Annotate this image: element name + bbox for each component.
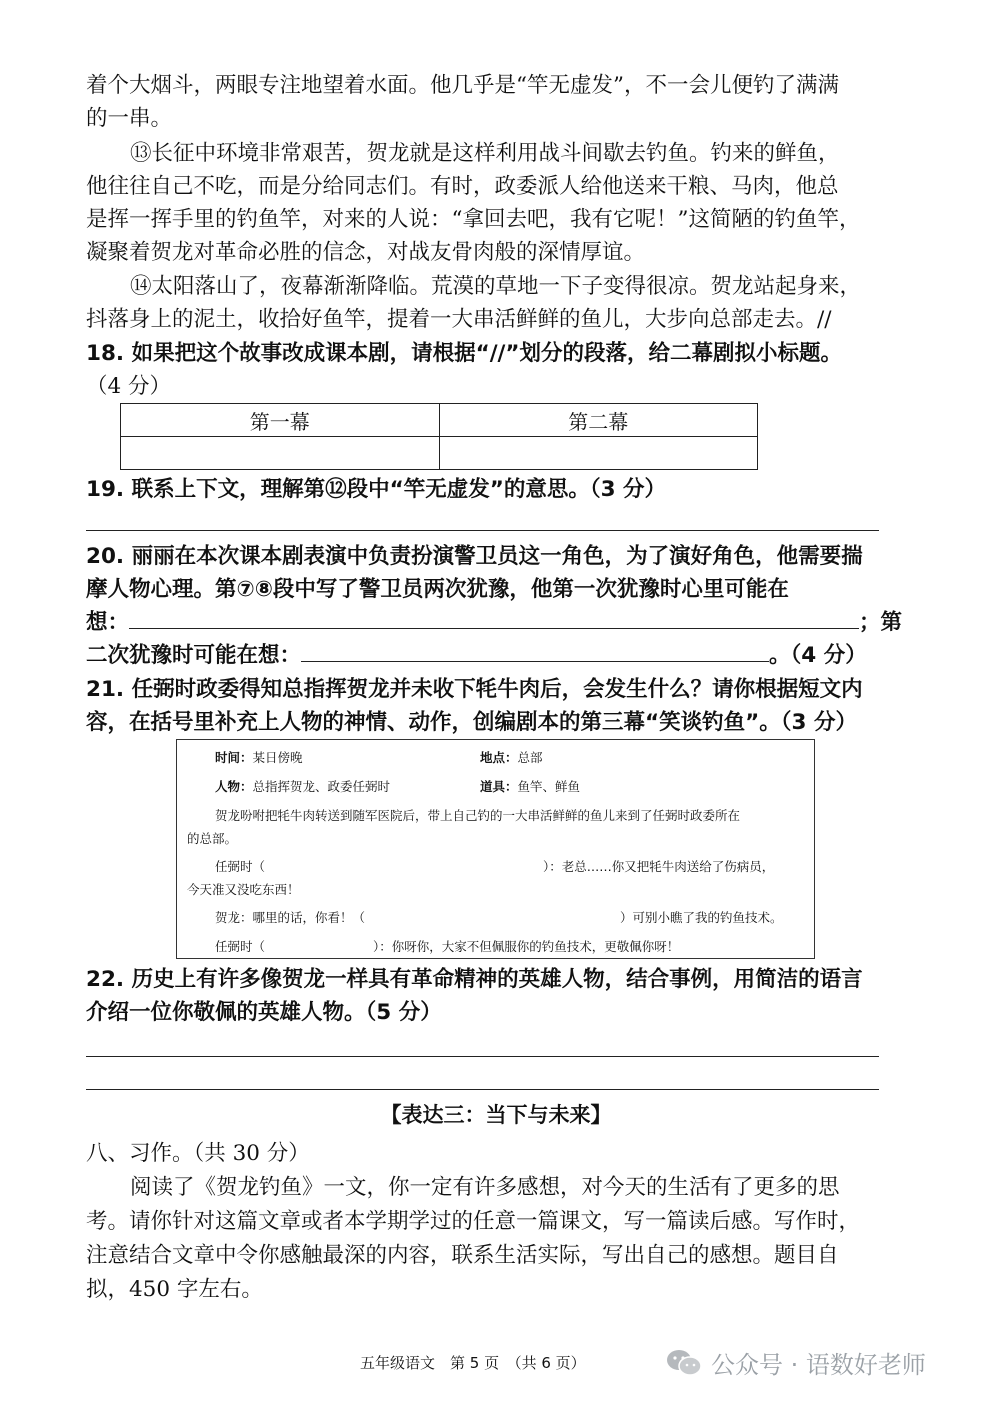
wechat-icon [665, 1348, 703, 1378]
watermark [665, 1345, 926, 1380]
question-21: 21. 任弼时政委得知总指挥贺龙并未收下牦牛肉后，会发生什么？请你根据短文内 [86, 677, 863, 702]
question-19: 19. 联系上下文，理解第⑫段中“竿无虚发”的意思。（3 分） [86, 477, 667, 502]
answer-line-19[interactable] [86, 530, 879, 531]
question-18: 18. 如果把这个故事改成课本剧，请根据“//”划分的段落，给二幕剧拟小标题。 [86, 341, 843, 366]
script-time: 时间：某日傍晚 [215, 750, 303, 765]
passage-line: 是挥一挥手里的钓鱼竿，对来的人说：“拿回去吧，我有它呢！”这简陋的钓鱼竿， [86, 207, 861, 232]
passage-line: ⑬长征中环境非常艰苦，贺龙就是这样利用战斗间歇去钓鱼。钓来的鲜鱼， [130, 141, 840, 166]
question-20: 20. 丽丽在本次课本剧表演中负责扮演警卫员这一角色，为了演好角色，他需要揣 [86, 544, 863, 569]
script-stage-direction: 的总部。 [187, 831, 238, 846]
composition-line: 拟，450 字左右。 [86, 1277, 263, 1302]
script-props: 道具：鱼竿、鲜鱼 [480, 779, 581, 794]
q20-prefix-1: 想： [86, 610, 130, 635]
question-21-line: 容，在括号里补充上人物的神情、动作，创编剧本的第三幕“笑谈钓鱼”。（3 分） [86, 710, 857, 735]
q20-prefix-2: 二次犹豫时可能在想： [86, 643, 302, 668]
section-title: 【表达三：当下与未来】 [380, 1103, 612, 1127]
question-20-line [86, 606, 902, 639]
answer-blank-20b[interactable] [301, 641, 769, 662]
script-ren-line-1-cont: 今天准又没吃东西！ [187, 882, 300, 897]
question-18-score: （4 分） [86, 374, 172, 399]
q20-suffix-1: ；第 [859, 610, 903, 635]
q20-suffix-2: 。（4 分） [769, 643, 867, 668]
question-20-line: 摩人物心理。第⑦⑧段中写了警卫员两次犹豫，他第一次犹豫时心里可能在 [86, 577, 789, 602]
answer-blank-20a[interactable] [129, 608, 859, 629]
passage-line: 的一串。 [86, 106, 173, 131]
act-1-answer-cell[interactable] [121, 437, 440, 470]
question-22: 22. 历史上有许多像贺龙一样具有革命精神的英雄人物，结合事例，用简洁的语言 [86, 967, 863, 992]
question-20-line [86, 639, 867, 672]
script-ren-line-2: 任弼时（ ）：你呀你，大家不但佩服你的钓鱼技术，更敬佩你呀！ [215, 939, 680, 954]
script-he-line: 贺龙：哪里的话，你看！（ ）可别小瞧了我的钓鱼技术。 [215, 910, 783, 925]
script-people: 人物：总指挥贺龙、政委任弼时 [215, 779, 391, 794]
composition-line: 注意结合文章中令你感触最深的内容，联系生活实际，写出自己的感想。题目自 [86, 1243, 839, 1268]
passage-line: 凝聚着贺龙对革命必胜的信念，对战友骨肉般的深情厚谊。 [86, 240, 646, 265]
script-box [176, 739, 815, 959]
composition-heading: 八、习作。（共 30 分） [86, 1141, 310, 1166]
passage-line: 抖落身上的泥土，收拾好鱼竿，提着一大串活鲜鲜的鱼儿，大步向总部走去。// [86, 307, 832, 332]
act-1-header: 第一幕 [121, 404, 440, 437]
question-22-line: 介绍一位你敬佩的英雄人物。（5 分） [86, 1000, 442, 1025]
composition-line: 考。请你针对这篇文章或者本学期学过的任意一篇课文，写一篇读后感。写作时， [86, 1209, 861, 1234]
script-stage-direction: 贺龙吩咐把牦牛肉转送到随军医院后，带上自己钓的一大串活鲜鲜的鱼儿来到了任弼时政委所在 [215, 808, 741, 823]
page-footer: 五年级语文 第 5 页 （共 6 页） [360, 1354, 586, 1372]
composition-line: 阅读了《贺龙钓鱼》一文，你一定有许多感想，对今天的生活有了更多的思 [130, 1175, 840, 1200]
act-title-table [120, 403, 758, 470]
watermark-text: 公众号 · 语数好老师 [711, 1351, 926, 1379]
passage-line: ⑭太阳落山了，夜幕渐渐降临。荒漠的草地一下子变得很凉。贺龙站起身来， [130, 274, 862, 299]
act-2-answer-cell[interactable] [439, 437, 758, 470]
answer-line-22a[interactable] [86, 1056, 879, 1057]
act-2-header: 第二幕 [439, 404, 758, 437]
passage-line: 他往往自己不吃，而是分给同志们。有时，政委派人给他送来干粮、马肉，他总 [86, 174, 839, 199]
answer-line-22b[interactable] [86, 1089, 879, 1090]
script-ren-line-1: 任弼时（ ）：老总……你又把牦牛肉送给了伤病员， [215, 859, 775, 874]
script-place: 地点：总部 [480, 750, 543, 765]
passage-line: 着个大烟斗，两眼专注地望着水面。他几乎是“竿无虚发”，不一会儿便钓了满满 [86, 73, 839, 98]
